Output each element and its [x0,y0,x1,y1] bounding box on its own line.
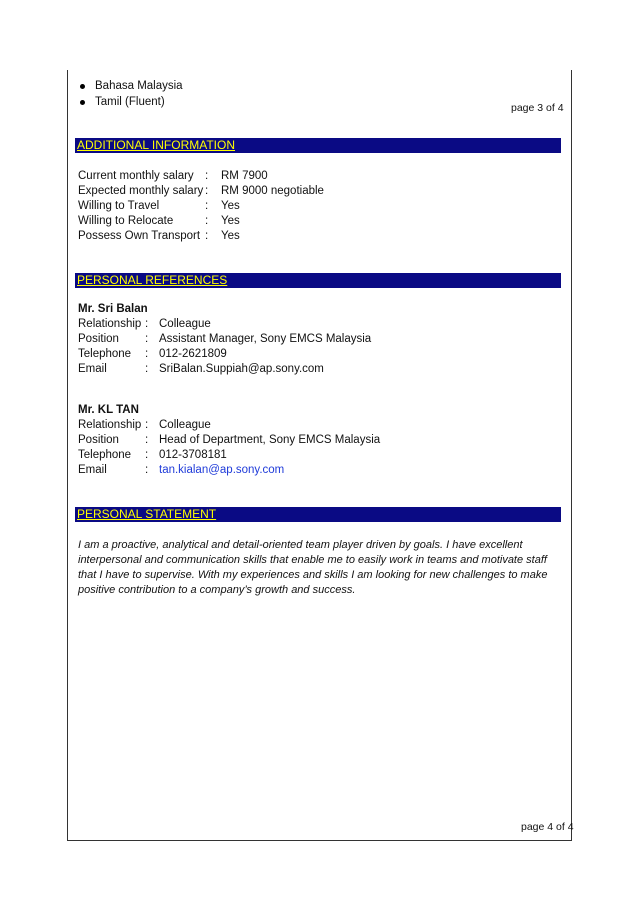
language-label: Tamil (Fluent) [95,96,165,108]
table-row [78,317,371,332]
row-colon: : [145,464,149,476]
row-colon: : [145,434,149,446]
section-title: PERSONAL STATEMENT [77,507,217,521]
row-label: Email [78,464,107,476]
section-header-additional-information [75,138,561,153]
row-value: RM 9000 negotiable [221,185,324,197]
page-number-current: page 4 of 4 [521,821,574,833]
row-value: Yes [221,215,240,227]
table-row [78,448,380,463]
additional-information-table [78,169,324,244]
row-label: Willing to Travel [78,200,160,212]
reference-name: Mr. Sri Balan [78,303,148,315]
table-row [78,347,371,362]
table-row [78,332,371,347]
row-colon: : [205,170,209,182]
row-value: 012-2621809 [159,348,227,360]
row-value: 012-3708181 [159,449,227,461]
section-header-personal-references [75,273,561,288]
row-colon: : [145,318,149,330]
table-row [78,199,324,214]
languages-list [78,78,183,110]
list-item [78,78,183,94]
row-value: SriBalan.Suppiah@ap.sony.com [159,363,324,375]
row-value: RM 7900 [221,170,268,182]
list-item [78,94,183,110]
table-row [78,229,324,244]
table-row [78,433,380,448]
email-link[interactable]: tan.kialan@ap.sony.com [159,464,285,476]
table-row [78,463,380,478]
row-label: Position [78,434,119,446]
table-row [78,418,380,433]
bullet-icon [80,84,85,89]
personal-statement-text: I am a proactive, analytical and detail-oriented team player driven by goals. I have excellent interpersonal and communication skills that enable me to easily work in teams and motivate staff that I have to supervise. With my experiences and skills I am looking for new challenges to make positive contribution to a company’s growth and success. [78,539,548,596]
row-label: Telephone [78,449,132,461]
row-colon: : [205,230,209,242]
row-colon: : [205,215,209,227]
row-label: Possess Own Transport [78,230,201,242]
row-label: Willing to Relocate [78,215,174,227]
row-label: Position [78,333,119,345]
row-label: Relationship [78,419,142,431]
table-row [78,214,324,229]
table-row [78,362,371,377]
row-colon: : [145,363,149,375]
row-value: Colleague [159,419,211,431]
bullet-icon [80,100,85,105]
row-label: Expected monthly salary [78,185,204,197]
reference-block [78,302,371,377]
section-header-personal-statement [75,507,561,522]
reference-block [78,403,380,478]
row-value: Colleague [159,318,211,330]
table-row [78,184,324,199]
row-value: Head of Department, Sony EMCS Malaysia [159,434,381,446]
row-value: Assistant Manager, Sony EMCS Malaysia [159,333,372,345]
row-colon: : [145,333,149,345]
row-label: Current monthly salary [78,170,194,182]
row-colon: : [145,348,149,360]
row-colon: : [145,419,149,431]
language-label: Bahasa Malaysia [95,80,183,92]
row-label: Telephone [78,348,132,360]
table-row [78,169,324,184]
row-label: Email [78,363,107,375]
row-value: Yes [221,230,240,242]
page-number-prev: page 3 of 4 [511,102,564,114]
row-colon: : [205,185,209,197]
reference-name: Mr. KL TAN [78,404,139,416]
row-colon: : [205,200,209,212]
section-title: ADDITIONAL INFORMATION [77,138,236,152]
row-label: Relationship [78,318,142,330]
row-colon: : [145,449,149,461]
section-title: PERSONAL REFERENCES [77,273,228,287]
row-value: Yes [221,200,240,212]
